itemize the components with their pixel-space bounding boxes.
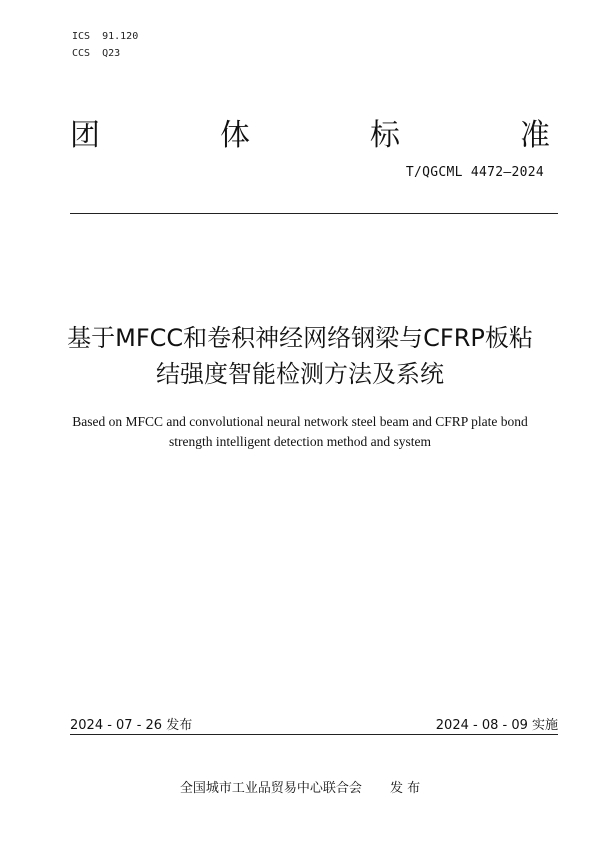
type-char-4: 准 xyxy=(520,118,550,153)
type-char-2: 体 xyxy=(220,118,250,153)
top-divider xyxy=(70,213,558,214)
english-title-line-1: Based on MFCC and convolutional neural network steel beam and CFRP plate bond xyxy=(72,414,528,429)
standard-type-title xyxy=(70,112,550,152)
chinese-title-line-2: 结强度智能检测方法及系统 xyxy=(156,360,444,388)
type-char-3: 标 xyxy=(370,118,400,153)
chinese-title xyxy=(40,320,560,392)
ics-code: ICS 91.120 xyxy=(72,31,139,42)
issue-action: 发 布 xyxy=(389,781,421,796)
bottom-divider xyxy=(70,734,558,735)
standard-number: T/QGCML 4472—2024 xyxy=(405,165,544,180)
english-title-line-2: strength intelligent detection method and system xyxy=(168,434,432,449)
ccs-code: CCS Q23 xyxy=(72,48,121,59)
english-title xyxy=(50,412,550,452)
implementation-date: 2024 - 08 - 09 实施 xyxy=(435,718,558,733)
date-row xyxy=(70,714,558,733)
issuing-organization: 全国城市工业品贸易中心联合会 xyxy=(179,781,362,796)
type-char-1: 团 xyxy=(70,118,100,153)
classification-codes xyxy=(72,28,138,62)
issuer-line xyxy=(0,777,600,796)
release-date: 2024 - 07 - 26 发布 xyxy=(70,718,193,733)
chinese-title-line-1: 基于MFCC和卷积神经网络钢梁与CFRP板粘 xyxy=(67,324,533,352)
